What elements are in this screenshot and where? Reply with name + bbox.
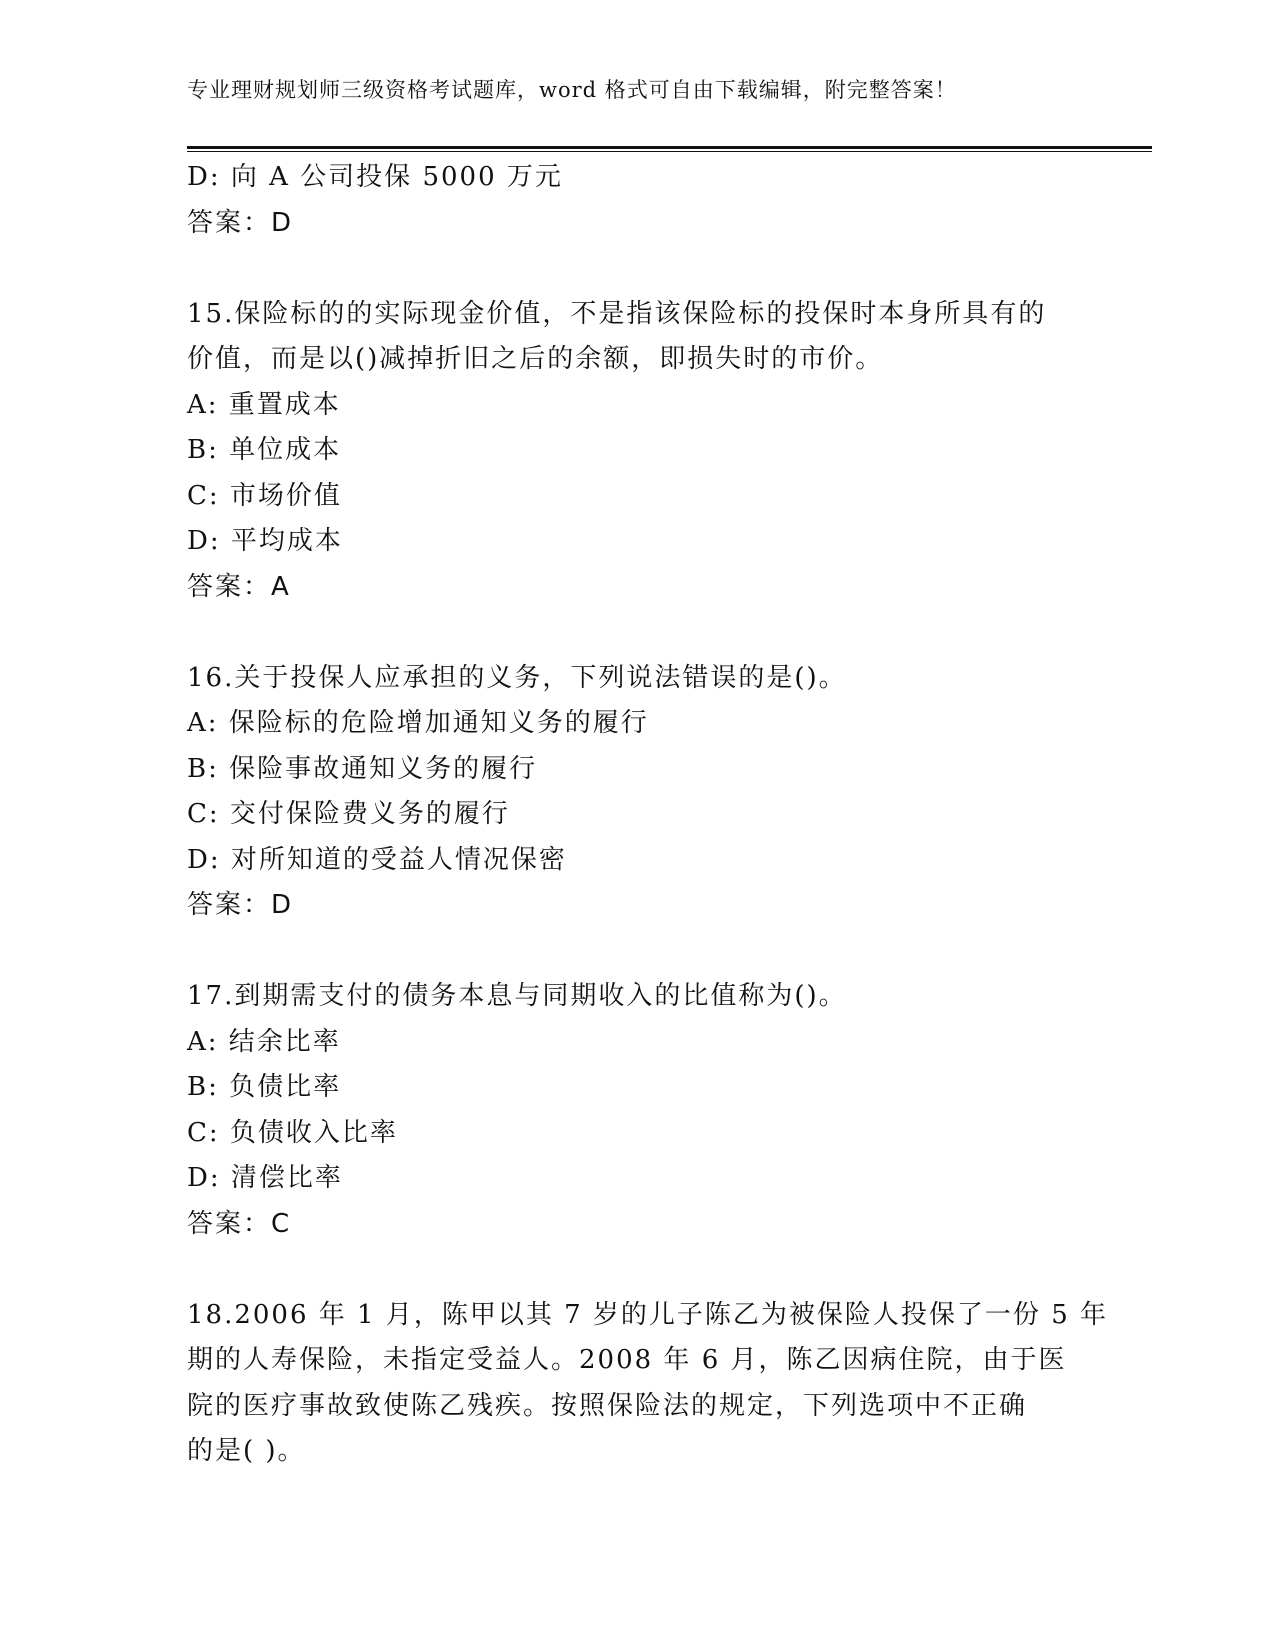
question-15 [187,292,1087,611]
question-18-stem-line-1: 18.2006 年 1 月，陈甲以其 7 岁的儿子陈乙为被保险人投保了一份 5 年 [187,1299,1108,1330]
question-17-option-b: B: 负债比率 [187,1072,342,1102]
carryover-answer: 答案：D [187,207,294,238]
question-16-option-b: B: 保险事故通知义务的履行 [187,753,538,784]
question-16-option-d: D: 对所知道的受益人情况保密 [187,844,567,875]
question-17-option-a: A: 结余比率 [187,1026,341,1057]
question-15-option-b: B: 单位成本 [187,435,342,465]
question-18-stem-line-3: 院的医疗事故致使陈乙残疾。按照保险法的规定，下列选项中不正确 [187,1390,1028,1421]
question-17-option-c: C: 负债收入比率 [187,1117,398,1148]
question-17-stem-line-1: 17.到期需支付的债务本息与同期收入的比值称为()。 [187,981,847,1011]
header-rule-thick [187,146,1152,149]
header-rule-thin [187,151,1152,152]
question-18-stem-line-4: 的是( )。 [187,1436,306,1466]
question-18 [187,1293,1108,1475]
question-17-answer: 答案：C [187,1208,292,1239]
question-15-stem-line-2: 价值，而是以()减掉折旧之后的余额，即损失时的市价。 [187,344,884,374]
question-18-stem-line-2: 期的人寿保险，未指定受益人。2008 年 6 月，陈乙因病住院，由于医 [187,1345,1067,1375]
question-16-answer: 答案：D [187,890,294,920]
question-16-option-c: C: 交付保险费义务的履行 [187,799,510,829]
question-16-stem-line-1: 16.关于投保人应承担的义务，下列说法错误的是()。 [187,662,847,693]
question-content [187,155,1108,1475]
question-15-answer: 答案：A [187,571,291,602]
question-15-stem-line-1: 15.保险标的的实际现金价值，不是指该保险标的投保时本身所具有的 [187,298,1047,329]
question-16 [187,656,1087,929]
carryover-option-d: D: 向 A 公司投保 5000 万元 [187,162,563,192]
question-16-option-a: A: 保险标的危险增加通知义务的履行 [187,708,649,738]
question-17-option-d: D: 清偿比率 [187,1163,343,1193]
page-header: 专业理财规划师三级资格考试题库，word 格式可自由下载编辑，附完整答案！ [187,78,957,102]
question-17 [187,974,1087,1247]
question-15-option-d: D: 平均成本 [187,526,343,556]
question-15-option-a: A: 重置成本 [187,389,341,420]
question-15-option-c: C: 市场价值 [187,480,342,511]
